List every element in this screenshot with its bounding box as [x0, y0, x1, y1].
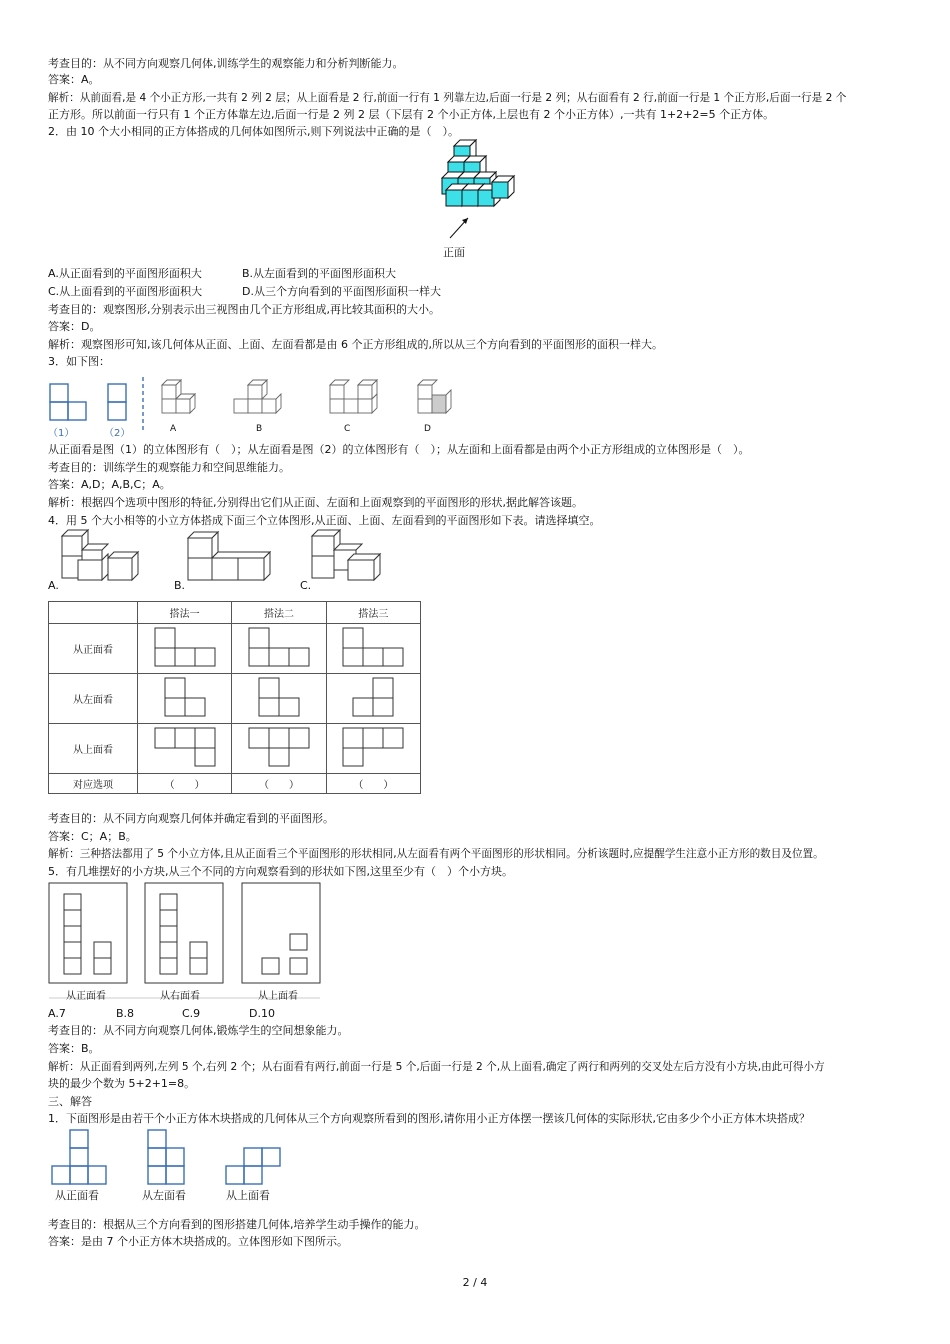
s1-answer: 答案：是由 7 个小正方体木块搭成的。立体图形如下图所示。 — [48, 1235, 348, 1248]
s1-left-label: 从左面看 — [142, 1189, 186, 1202]
q3-option-d-label: D — [424, 424, 431, 434]
table-corner — [49, 602, 138, 624]
q4-label-b: B. — [174, 579, 186, 592]
row-label-front: 从正面看 — [49, 624, 138, 674]
view-cell — [138, 724, 232, 774]
q3-fig2-label: （2） — [104, 428, 131, 439]
q3-answer: 答案：A,D；A,B,C；A。 — [48, 478, 171, 491]
q5-answer: 答案：B。 — [48, 1042, 100, 1055]
q2-option-d: D.从三个方向看到的平面图形面积一样大 — [242, 285, 441, 298]
q2-answer: 答案：D。 — [48, 320, 101, 333]
answer-blank: （ ） — [326, 774, 420, 794]
view-cell — [326, 674, 420, 724]
question-5: 5．有几堆摆好的小方块,从三个不同的方向观察看到的形状如下图,这里至少有（ ）个小方块。 — [48, 865, 513, 878]
q4-label-c: C. — [300, 579, 312, 592]
q3-fig1-label: （1） — [48, 428, 75, 439]
section-3-heading: 三、解答 — [48, 1095, 92, 1108]
q5-option-c: C.9 — [182, 1007, 201, 1020]
row-label-top: 从上面看 — [49, 724, 138, 774]
q3-analysis: 解析：根据四个选项中图形的特征,分别得出它们从正面、左面和上面观察到的平面图形的形状,据此解答该题。 — [48, 496, 583, 509]
view-cell — [138, 624, 232, 674]
q5-option-b: B.8 — [116, 1007, 135, 1020]
q2-analysis: 解析：观察图形可知,该几何体从正面、上面、左面看都是由 6 个正方形组成的,所以从三个方向看到的平面图形的面积一样大。 — [48, 338, 663, 351]
s1-purpose: 考查目的：根据从三个方向看到的图形搭建几何体,培养学生动手操作的能力。 — [48, 1218, 426, 1231]
q5-top-label: 从上面看 — [258, 991, 298, 1002]
table-header: 搭法三 — [326, 602, 420, 624]
view-cell — [232, 624, 326, 674]
q5-option-d: D.10 — [249, 1007, 275, 1020]
q5-right-label: 从右面看 — [160, 991, 200, 1002]
s1-front-label: 从正面看 — [55, 1189, 99, 1202]
q3-option-a-label: A — [170, 424, 177, 434]
answer-line: 答案：A。 — [48, 73, 100, 86]
q5-analysis: 解析：从正面看到两列,左列 5 个,右列 2 个；从右面看有两行,前面一行是 5 个,后面一行是 2 个,从上面看,确定了两行和两列的交叉处左后方没有小方块,由此可得小方 — [48, 1061, 825, 1073]
row-label-option: 对应选项 — [49, 774, 138, 794]
q2-option-c: C.从上面看到的平面图形面积大 — [48, 285, 203, 298]
view-cell — [138, 674, 232, 724]
q5-front-label: 从正面看 — [66, 991, 106, 1002]
analysis-line-2: 正方形。所以前面一行只有 1 个正方体靠左边,后面一行是 2 列 2 层（下层有 2 个小正方体,上层也有 2 个小正方体）,一共有 1+2+2=5 个正方体。 — [48, 108, 775, 121]
answer-blank: （ ） — [138, 774, 232, 794]
q3-purpose: 考查目的：训练学生的观察能力和空间思维能力。 — [48, 461, 290, 474]
row-label-left: 从左面看 — [49, 674, 138, 724]
answer-blank: （ ） — [232, 774, 326, 794]
q3-option-b-label: B — [256, 424, 263, 434]
q5-purpose: 考查目的：从不同方向观察几何体,锻炼学生的空间想象能力。 — [48, 1024, 349, 1037]
q4-label-a: A. — [48, 579, 59, 592]
analysis-line: 解析：从前面看,是 4 个小正方形,一共有 2 列 2 层；从上面看是 2 行,前面一行有 1 列靠左边,后面一行是 2 列；从右面看有 2 行,前面一行是 1 个正方形,后面一行是 2 个 — [48, 92, 847, 104]
q4-views-table — [48, 601, 421, 794]
q2-purpose: 考查目的：观察图形,分别表示出三视图由几个正方形组成,再比较其面积的大小。 — [48, 303, 440, 316]
s1-top-label: 从上面看 — [226, 1189, 270, 1202]
q5-views — [48, 882, 328, 1002]
question-2: 2．由 10 个大小相同的正方体搭成的几何体如图所示,则下列说法中正确的是（ ）。 — [48, 125, 459, 138]
purpose-line: 考查目的：从不同方向观察几何体,训练学生的观察能力和分析判断能力。 — [48, 57, 404, 70]
view-cell — [326, 724, 420, 774]
view-cell — [326, 624, 420, 674]
q3-option-c-label: C — [344, 424, 351, 434]
front-label: 正面 — [443, 246, 465, 259]
table-header: 搭法一 — [138, 602, 232, 624]
table-header: 搭法二 — [232, 602, 326, 624]
view-cell — [232, 674, 326, 724]
question-4: 4．用 5 个大小相等的小立方体搭成下面三个立体图形,从正面、上面、左面看到的平面图形如下表。请选择填空。 — [48, 514, 601, 527]
q3-text: 从正面看是图（1）的立体图形有（ ）；从左面看是图（2）的立体图形有（ ）；从左面和上面看都是由两个小正方形组成的立体图形是（ ）。 — [48, 443, 750, 456]
q2-option-b: B.从左面看到的平面图形面积大 — [242, 267, 397, 280]
q4-analysis: 解析：三种搭法都用了 5 个小立方体,且从正面看三个平面图形的形状相同,从左面看有两个平面图形的形状相同。分析该题时,应提醒学生注意小正方形的数目及位置。 — [48, 848, 824, 860]
q2-option-a: A.从正面看到的平面图形面积大 — [48, 267, 202, 280]
q5-option-a: A.7 — [48, 1007, 66, 1020]
q4-purpose: 考查目的：从不同方向观察几何体并确定看到的平面图形。 — [48, 812, 334, 825]
view-cell — [232, 724, 326, 774]
q4-answer: 答案：C；A；B。 — [48, 830, 137, 843]
page-number: 2 / 4 — [462, 1276, 488, 1289]
q5-analysis-2: 块的最少个数为 5+2+1=8。 — [48, 1077, 196, 1090]
question-3: 3．如下图： — [48, 355, 110, 368]
q4-figures — [48, 528, 408, 584]
solve-question-1: 1．下面图形是由若干个小正方体木块搭成的几何体从三个方向观察所看到的图形,请你用小正方体摆一摆该几何体的实际形状,它由多少个小正方体木块搭成？ — [48, 1112, 810, 1125]
